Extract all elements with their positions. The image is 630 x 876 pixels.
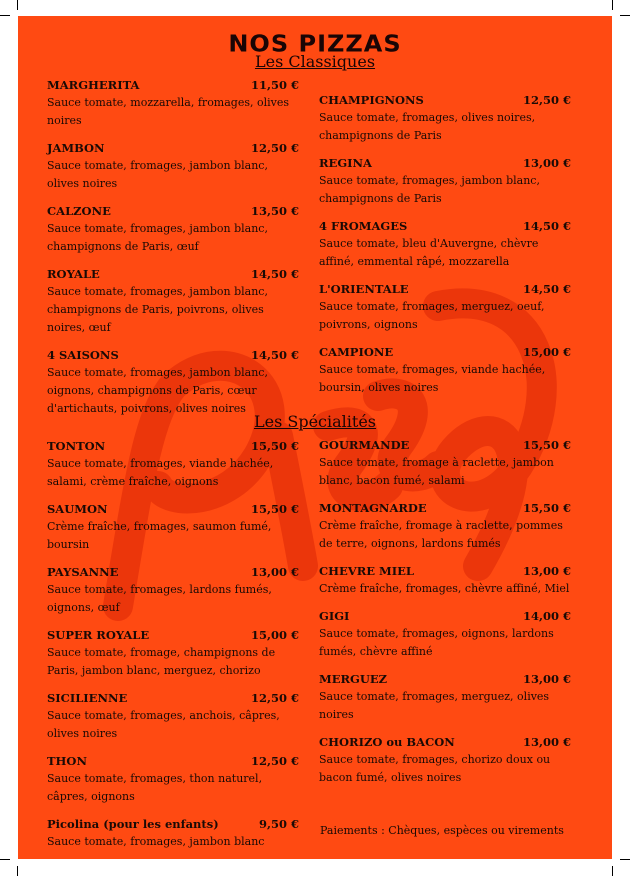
- pizza-price: 14,50 €: [522, 282, 571, 296]
- crop-mark: [620, 15, 630, 16]
- menu-item: [47, 437, 299, 491]
- pizza-price: 13,00 €: [522, 156, 571, 170]
- pizza-price: 14,50 €: [250, 348, 299, 362]
- pizza-description: Sauce tomate, fromages, jambon blanc, champignons de Paris, poivrons, olives noires, œuf: [47, 285, 268, 334]
- menu-item-header: [319, 733, 571, 751]
- pizza-name: TONTON: [47, 439, 106, 453]
- menu-item: [47, 626, 299, 680]
- pizza-name: CALZONE: [47, 204, 111, 218]
- menu-item-header: [319, 607, 571, 625]
- menu-item-header: [319, 670, 571, 688]
- menu-item-header: [319, 499, 571, 517]
- pizza-price: 12,50 €: [522, 93, 571, 107]
- menu-item-header: [47, 752, 299, 770]
- payment-info: Paiements : Chèques, espèces ou virements: [320, 824, 564, 837]
- crop-mark: [620, 859, 630, 860]
- pizza-description: Sauce tomate, mozzarella, fromages, olives noires: [47, 96, 290, 127]
- pizza-price: 14,50 €: [250, 267, 299, 281]
- pizza-price: 15,50 €: [250, 502, 299, 516]
- pizza-price: 15,00 €: [250, 628, 299, 642]
- menu-item: [47, 689, 299, 743]
- menu-item: [319, 436, 571, 490]
- menu-item: [47, 752, 299, 806]
- menu-item: [47, 76, 299, 130]
- menu-item: [319, 607, 571, 661]
- menu-item: [47, 265, 299, 337]
- menu-item: [319, 670, 571, 724]
- pizza-description: Crème fraîche, fromages, saumon fumé, boursin: [47, 520, 272, 551]
- pizza-description: Sauce tomate, fromages, merguez, olives noires: [319, 690, 550, 721]
- pizza-name: SICILIENNE: [47, 691, 128, 705]
- menu-item-header: [47, 437, 299, 455]
- pizza-description: Sauce tomate, fromages, lardons fumés, oignons, œuf: [47, 583, 272, 614]
- pizza-price: 15,50 €: [250, 439, 299, 453]
- pizza-description: Sauce tomate, fromages, anchois, câpres, olives noires: [47, 709, 280, 740]
- menu-item-header: [319, 343, 571, 361]
- menu-item: [319, 733, 571, 787]
- menu-item-header: [47, 76, 299, 94]
- pizza-name: THON: [47, 754, 87, 768]
- menu-item: [319, 562, 571, 598]
- menu-item: [47, 139, 299, 193]
- pizza-price: 13,00 €: [250, 565, 299, 579]
- specialites-right-column: [319, 436, 571, 796]
- pizza-name: SAUMON: [47, 502, 108, 516]
- menu-item: [47, 500, 299, 554]
- pizza-name: CHORIZO ou BACON: [319, 735, 455, 749]
- pizza-price: 11,50 €: [250, 78, 299, 92]
- pizza-name: GIGI: [319, 609, 350, 623]
- pizza-name: Picolina (pour les enfants): [47, 817, 219, 831]
- menu-item-header: [47, 563, 299, 581]
- pizza-description: Sauce tomate, fromages, viande hachée, boursin, olives noires: [319, 363, 546, 394]
- crop-mark: [612, 0, 613, 10]
- menu-item: [319, 154, 571, 208]
- crop-mark: [0, 15, 10, 16]
- pizza-description: Sauce tomate, fromages, jambon blanc, oignons, champignons de Paris, cœur d'artichauts, poivrons, olives noires: [47, 366, 268, 415]
- crop-mark: [0, 859, 10, 860]
- pizza-price: 13,50 €: [250, 204, 299, 218]
- pizza-description: Sauce tomate, fromages, jambon blanc, champignons de Paris: [319, 174, 540, 205]
- pizza-description: Sauce tomate, fromages, oignons, lardons fumés, chèvre affiné: [319, 627, 554, 658]
- pizza-description: Sauce tomate, fromage à raclette, jambon blanc, bacon fumé, salami: [319, 456, 554, 487]
- pizza-price: 15,00 €: [522, 345, 571, 359]
- pizza-price: 12,50 €: [250, 691, 299, 705]
- pizza-price: 13,00 €: [522, 672, 571, 686]
- menu-page: [18, 16, 612, 859]
- menu-item-header: [319, 217, 571, 235]
- menu-item-header: [319, 91, 571, 109]
- menu-item-header: [47, 346, 299, 364]
- pizza-name: REGINA: [319, 156, 372, 170]
- pizza-description: Sauce tomate, fromages, chorizo doux ou bacon fumé, olives noires: [319, 753, 551, 784]
- classiques-right-column: [319, 91, 571, 406]
- section-title-specialites: Les Spécialités: [253, 412, 377, 431]
- pizza-price: 14,00 €: [522, 609, 571, 623]
- classiques-left-column: [47, 76, 299, 427]
- crop-mark: [612, 866, 613, 876]
- pizza-description: Sauce tomate, fromages, merguez, oeuf, poivrons, oignons: [319, 300, 545, 331]
- menu-item: [47, 346, 299, 418]
- pizza-description: Sauce tomate, fromages, viande hachée, salami, crème fraîche, oignons: [47, 457, 274, 488]
- pizza-name: 4 FROMAGES: [319, 219, 408, 233]
- pizza-description: Sauce tomate, fromage, champignons de Paris, jambon blanc, merguez, chorizo: [47, 646, 276, 677]
- pizza-price: 14,50 €: [522, 219, 571, 233]
- menu-item: [319, 343, 571, 397]
- pizza-price: 12,50 €: [250, 754, 299, 768]
- pizza-name: CHEVRE MIEL: [319, 564, 414, 578]
- pizza-description: Sauce tomate, fromages, jambon blanc: [47, 835, 265, 848]
- menu-item-header: [319, 562, 571, 580]
- menu-item-header: [47, 815, 299, 833]
- menu-item: [319, 217, 571, 271]
- pizza-description: Crème fraîche, fromages, chèvre affiné, Miel: [319, 582, 570, 595]
- pizza-name: GOURMANDE: [319, 438, 410, 452]
- menu-item-header: [319, 436, 571, 454]
- pizza-name: CAMPIONE: [319, 345, 394, 359]
- pizza-name: MONTAGNARDE: [319, 501, 427, 515]
- pizza-description: Sauce tomate, fromages, jambon blanc, champignons de Paris, œuf: [47, 222, 268, 253]
- menu-item-header: [319, 280, 571, 298]
- pizza-name: ROYALE: [47, 267, 100, 281]
- page-title: NOS PIZZAS: [228, 30, 402, 58]
- menu-item: [47, 202, 299, 256]
- pizza-name: PAYSANNE: [47, 565, 119, 579]
- menu-item-header: [47, 689, 299, 707]
- pizza-name: L'ORIENTALE: [319, 282, 409, 296]
- pizza-name: MARGHERITA: [47, 78, 140, 92]
- pizza-name: MERGUEZ: [319, 672, 388, 686]
- pizza-description: Sauce tomate, fromages, thon naturel, câpres, oignons: [47, 772, 263, 803]
- pizza-name: SUPER ROYALE: [47, 628, 150, 642]
- menu-item: [319, 499, 571, 553]
- menu-item: [319, 91, 571, 145]
- pizza-price: 12,50 €: [250, 141, 299, 155]
- pizza-price: 13,00 €: [522, 564, 571, 578]
- pizza-description: Crème fraîche, fromage à raclette, pommes de terre, oignons, lardons fumés: [319, 519, 563, 550]
- section-title-classiques: Les Classiques: [254, 52, 376, 71]
- crop-mark: [17, 866, 18, 876]
- menu-item-header: [47, 626, 299, 644]
- pizza-description: Sauce tomate, fromages, jambon blanc, olives noires: [47, 159, 268, 190]
- menu-item-header: [47, 139, 299, 157]
- pizza-description: Sauce tomate, bleu d'Auvergne, chèvre affiné, emmental râpé, mozzarella: [319, 237, 539, 268]
- pizza-name: 4 SAISONS: [47, 348, 119, 362]
- menu-item-header: [319, 154, 571, 172]
- menu-item: [47, 563, 299, 617]
- menu-item-header: [47, 500, 299, 518]
- pizza-price: 15,50 €: [522, 501, 571, 515]
- pizza-name: JAMBON: [47, 141, 105, 155]
- pizza-name: CHAMPIGNONS: [319, 93, 424, 107]
- menu-item: [47, 815, 299, 851]
- pizza-price: 13,00 €: [522, 735, 571, 749]
- specialites-left-column: [47, 437, 299, 859]
- pizza-price: 15,50 €: [522, 438, 571, 452]
- pizza-price: 9,50 €: [258, 817, 299, 831]
- menu-item-header: [47, 265, 299, 283]
- menu-item-header: [47, 202, 299, 220]
- pizza-description: Sauce tomate, fromages, olives noires, champignons de Paris: [319, 111, 536, 142]
- crop-mark: [17, 0, 18, 10]
- menu-item: [319, 280, 571, 334]
